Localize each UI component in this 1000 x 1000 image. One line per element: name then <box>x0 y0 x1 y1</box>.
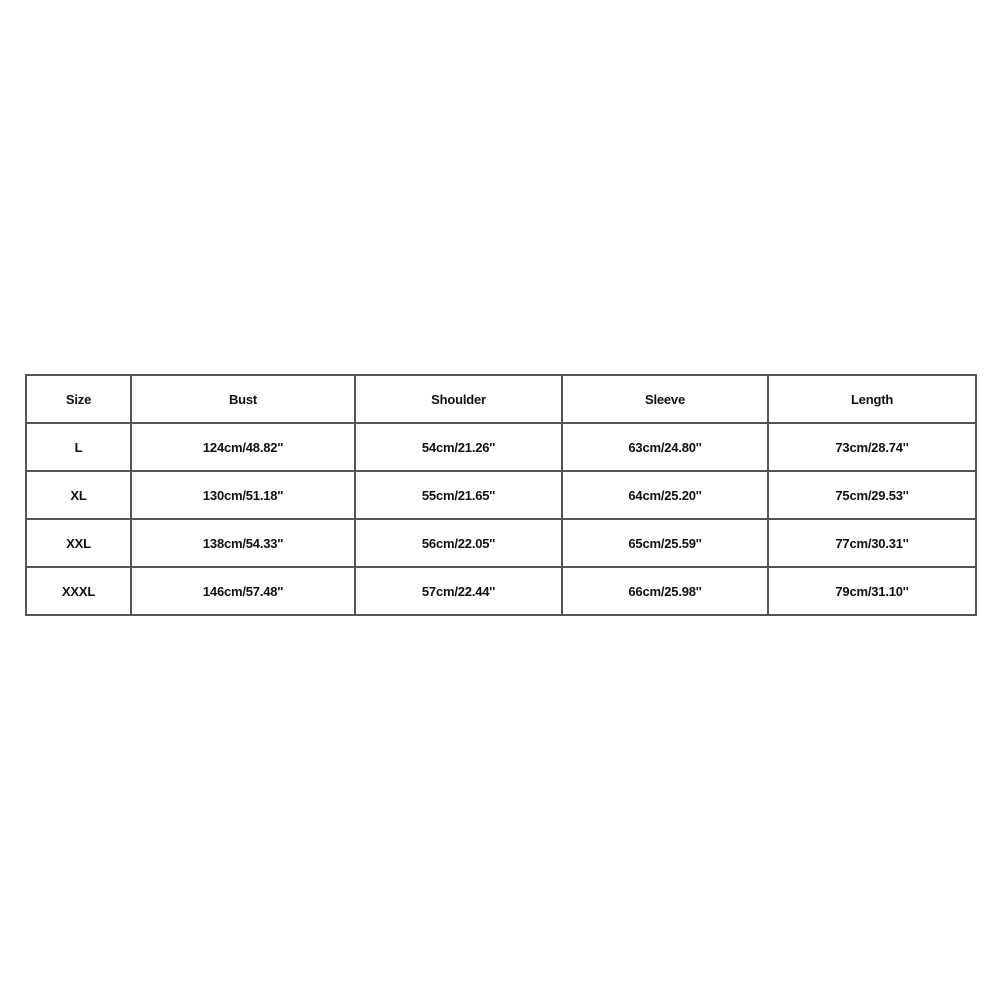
table-row <box>26 567 976 615</box>
size-chart-table <box>25 374 977 616</box>
cell-shoulder: 54cm/21.26'' <box>355 423 562 471</box>
cell-shoulder: 57cm/22.44'' <box>355 567 562 615</box>
cell-length: 73cm/28.74'' <box>768 423 976 471</box>
cell-size: XXXL <box>26 567 131 615</box>
cell-length: 75cm/29.53'' <box>768 471 976 519</box>
header-sleeve: Sleeve <box>562 375 768 423</box>
cell-sleeve: 63cm/24.80'' <box>562 423 768 471</box>
cell-length: 77cm/30.31'' <box>768 519 976 567</box>
cell-bust: 146cm/57.48'' <box>131 567 355 615</box>
cell-sleeve: 65cm/25.59'' <box>562 519 768 567</box>
header-shoulder: Shoulder <box>355 375 562 423</box>
table-row <box>26 423 976 471</box>
cell-shoulder: 56cm/22.05'' <box>355 519 562 567</box>
cell-length: 79cm/31.10'' <box>768 567 976 615</box>
cell-shoulder: 55cm/21.65'' <box>355 471 562 519</box>
cell-bust: 130cm/51.18'' <box>131 471 355 519</box>
header-length: Length <box>768 375 976 423</box>
header-size: Size <box>26 375 131 423</box>
header-bust: Bust <box>131 375 355 423</box>
cell-bust: 138cm/54.33'' <box>131 519 355 567</box>
table-header <box>26 375 976 423</box>
header-row <box>26 375 976 423</box>
table-row <box>26 471 976 519</box>
table-row <box>26 519 976 567</box>
cell-size: XXL <box>26 519 131 567</box>
cell-size: XL <box>26 471 131 519</box>
cell-bust: 124cm/48.82'' <box>131 423 355 471</box>
table-body <box>26 423 976 615</box>
cell-sleeve: 66cm/25.98'' <box>562 567 768 615</box>
cell-sleeve: 64cm/25.20'' <box>562 471 768 519</box>
cell-size: L <box>26 423 131 471</box>
